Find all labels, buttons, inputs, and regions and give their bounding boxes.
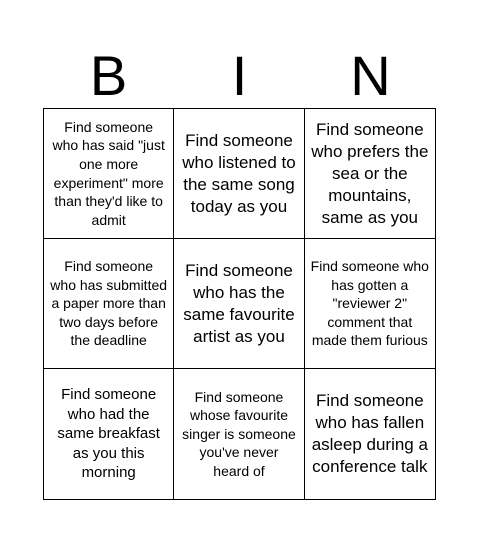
bingo-cell-4[interactable]: Find someone who has submitted a paper more than two days before the deadline bbox=[44, 239, 174, 369]
bingo-cell-5[interactable]: Find someone who has the same favourite artist as you bbox=[174, 239, 304, 369]
bingo-cell-6[interactable]: Find someone who has gotten a "reviewer 2" comment that made them furious bbox=[305, 239, 435, 369]
header-letter-n: N bbox=[350, 44, 391, 107]
bingo-cell-3[interactable]: Find someone who prefers the sea or the mountains, same as you bbox=[305, 109, 435, 239]
bingo-cell-1[interactable]: Find someone who has said "just one more experiment" more than they'd like to admit bbox=[44, 109, 174, 239]
header-letter-b: B bbox=[89, 44, 128, 107]
bingo-cell-2[interactable]: Find someone who listened to the same song today as you bbox=[174, 109, 304, 239]
bingo-header bbox=[43, 44, 436, 108]
bingo-cell-7[interactable]: Find someone who had the same breakfast as you this morning bbox=[44, 369, 174, 499]
bingo-cell-8[interactable]: Find someone whose favourite singer is someone you've never heard of bbox=[174, 369, 304, 499]
header-letter-i: I bbox=[231, 44, 248, 107]
bingo-grid bbox=[43, 108, 436, 500]
bingo-cell-9[interactable]: Find someone who has fallen asleep during a conference talk bbox=[311, 391, 428, 476]
